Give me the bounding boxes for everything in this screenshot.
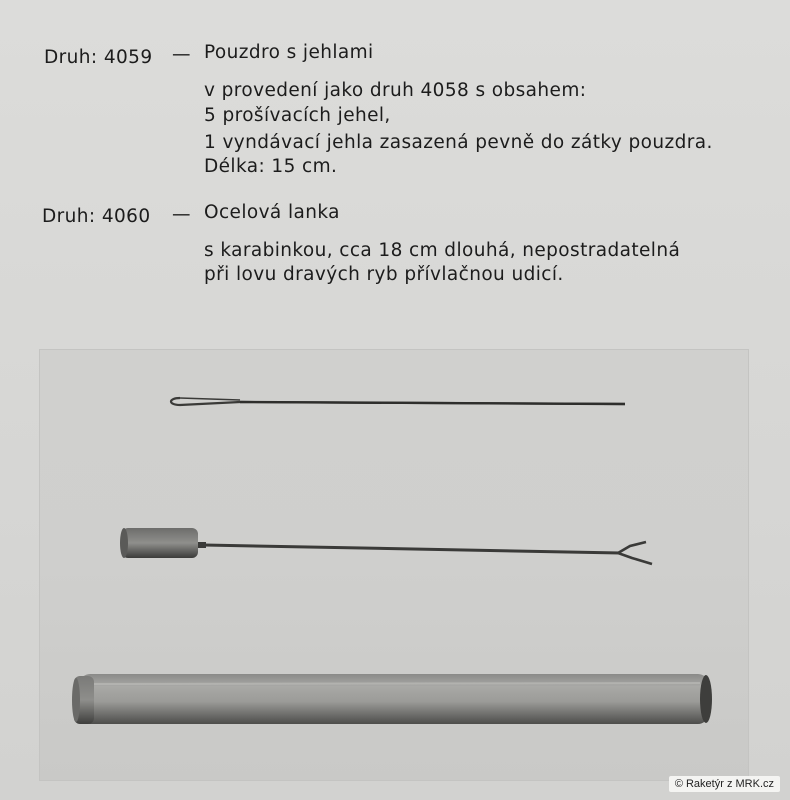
entry-code: Druh: 4060: [42, 206, 151, 227]
copyright-watermark: © Raketýr z MRK.cz: [669, 776, 780, 792]
entry-line: Délka: 15 cm.: [204, 156, 338, 177]
entry-code: Druh: 4059: [44, 47, 153, 68]
entry-title: Ocelová lanka: [204, 202, 340, 223]
entry-line: při lovu dravých ryb přívlačnou udicí.: [204, 264, 564, 285]
entry-title: Pouzdro s jehlami: [204, 42, 374, 63]
product-photo: [40, 350, 748, 780]
needle-icon: [171, 398, 625, 405]
entry-dash: —: [172, 44, 191, 65]
entry-line: 5 prošívacích jehel,: [204, 105, 391, 126]
entry-dash: —: [172, 204, 191, 225]
needle-remover-icon: [120, 528, 652, 564]
entry-line: s karabinkou, cca 18 cm dlouhá, nepostradatelná: [204, 240, 681, 261]
needle-case-tube-icon: [72, 674, 712, 724]
entry-line: 1 vyndávací jehla zasazená pevně do zátky pouzdra.: [204, 132, 713, 153]
photo-illustration: [40, 350, 748, 780]
entry-line: v provedení jako druh 4058 s obsahem:: [204, 80, 587, 101]
